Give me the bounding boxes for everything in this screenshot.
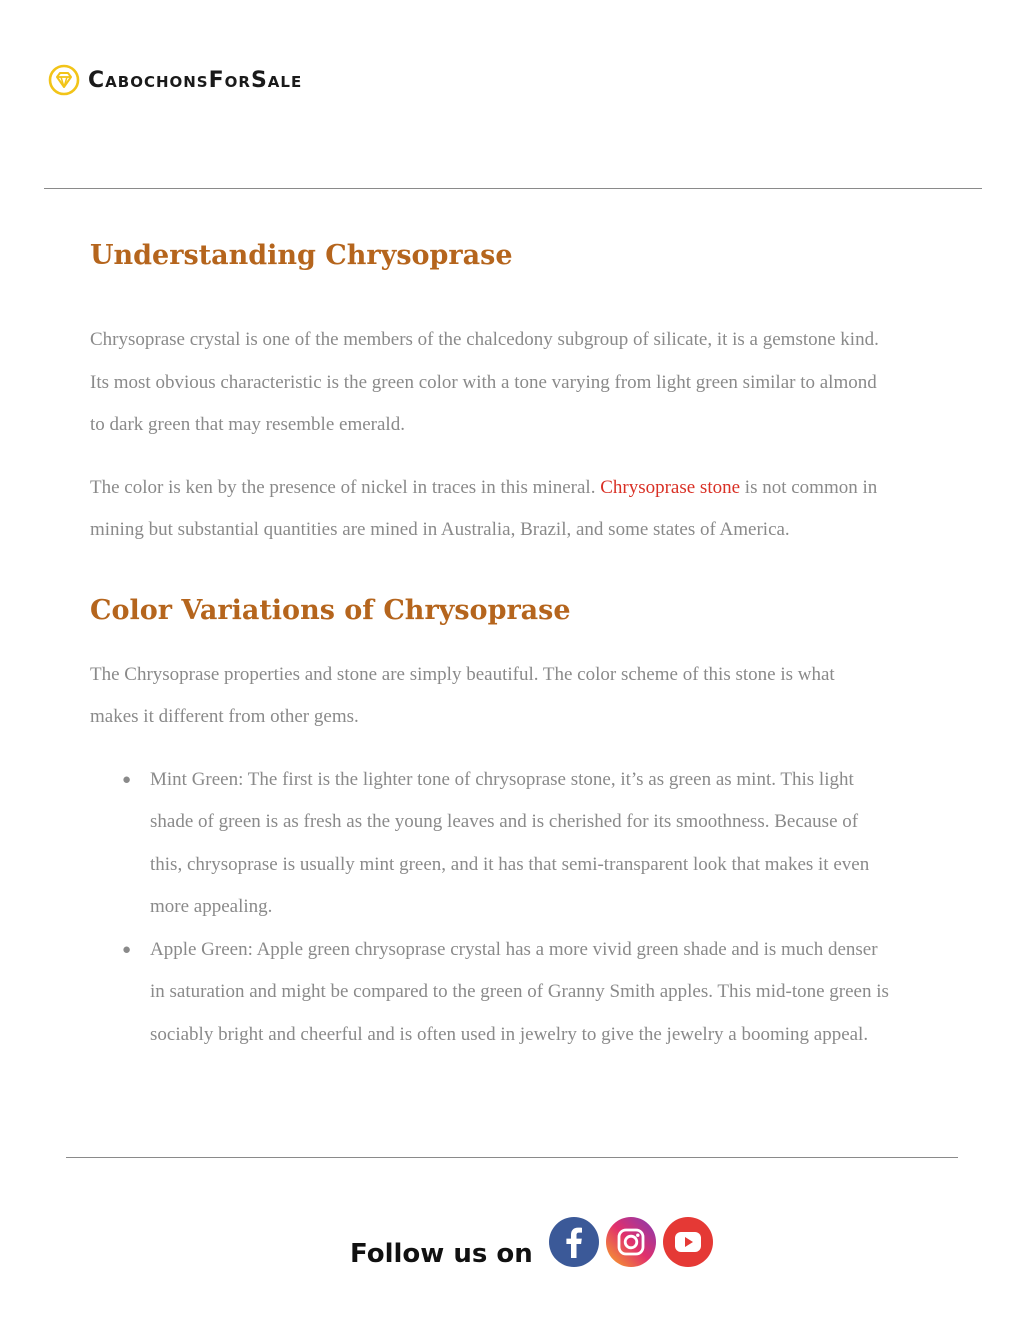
section-understanding — [90, 230, 1002, 552]
text-line: Apple Green: Apple green chrysoprase crystal has a more vivid green shade and is much denser — [150, 938, 878, 960]
bullet-icon: ● — [122, 771, 132, 788]
text-line: Chrysoprase crystal is one of the members of the chalcedony subgroup of silicate, it is a gemstone kind. — [90, 329, 879, 350]
text-line: mining but substantial quantities are mined in Australia, Brazil, and some states of America. — [90, 519, 790, 540]
color-variation-list — [90, 759, 1002, 1057]
brand-logo[interactable] — [48, 64, 302, 96]
text-line: to dark green that may resemble emerald. — [90, 414, 405, 435]
top-divider — [44, 188, 982, 189]
text-line: The Chrysoprase properties and stone are simply beautiful. The color scheme of this stone is what — [90, 663, 835, 685]
text-line: in saturation and might be compared to the green of Granny Smith apples. This mid-tone green is — [150, 981, 889, 1002]
text-segment: The color is ken by the presence of nickel in traces in this mineral. — [90, 476, 601, 498]
bullet-icon: ● — [122, 941, 132, 958]
paragraph — [90, 467, 1002, 552]
section-heading: Color Variations of Chrysoprase — [90, 594, 571, 626]
bottom-divider — [66, 1157, 958, 1158]
list-item — [90, 929, 1002, 1057]
text-line: shade of green is as fresh as the young leaves and is cherished for its smoothness. Because of — [150, 811, 859, 832]
section-heading: Understanding Chrysoprase — [90, 240, 513, 271]
facebook-icon[interactable] — [549, 1217, 599, 1267]
follow-us-label: Follow us on — [350, 1239, 533, 1269]
follow-us-bar — [350, 1215, 720, 1269]
chrysoprase-stone-link[interactable]: Chrysoprase stone — [600, 476, 741, 498]
text-line: Its most obvious characteristic is the green color with a tone varying from light green similar to almond — [90, 371, 877, 393]
text-line: more appealing. — [150, 896, 273, 917]
text-line: makes it different from other gems. — [90, 706, 359, 727]
gem-icon — [48, 64, 80, 96]
text-line: sociably bright and cheerful and is often used in jewelry to give the jewelry a booming appeal. — [150, 1023, 869, 1045]
youtube-icon[interactable] — [663, 1217, 713, 1267]
text-line: this, chrysoprase is usually mint green, and it has that semi-transparent look that makes it even — [150, 853, 870, 875]
paragraph — [90, 319, 1002, 447]
section-color-variations — [90, 585, 1002, 1057]
list-item — [90, 759, 1002, 929]
text-segment: is not common in — [740, 476, 878, 498]
main-content — [90, 230, 1002, 1056]
brand-name: CabochonsForSale — [88, 67, 303, 93]
text-line: Mint Green: The first is the lighter tone of chrysoprase stone, it’s as green as mint. This light — [150, 768, 854, 790]
instagram-icon[interactable] — [606, 1217, 656, 1267]
paragraph — [90, 654, 1002, 739]
